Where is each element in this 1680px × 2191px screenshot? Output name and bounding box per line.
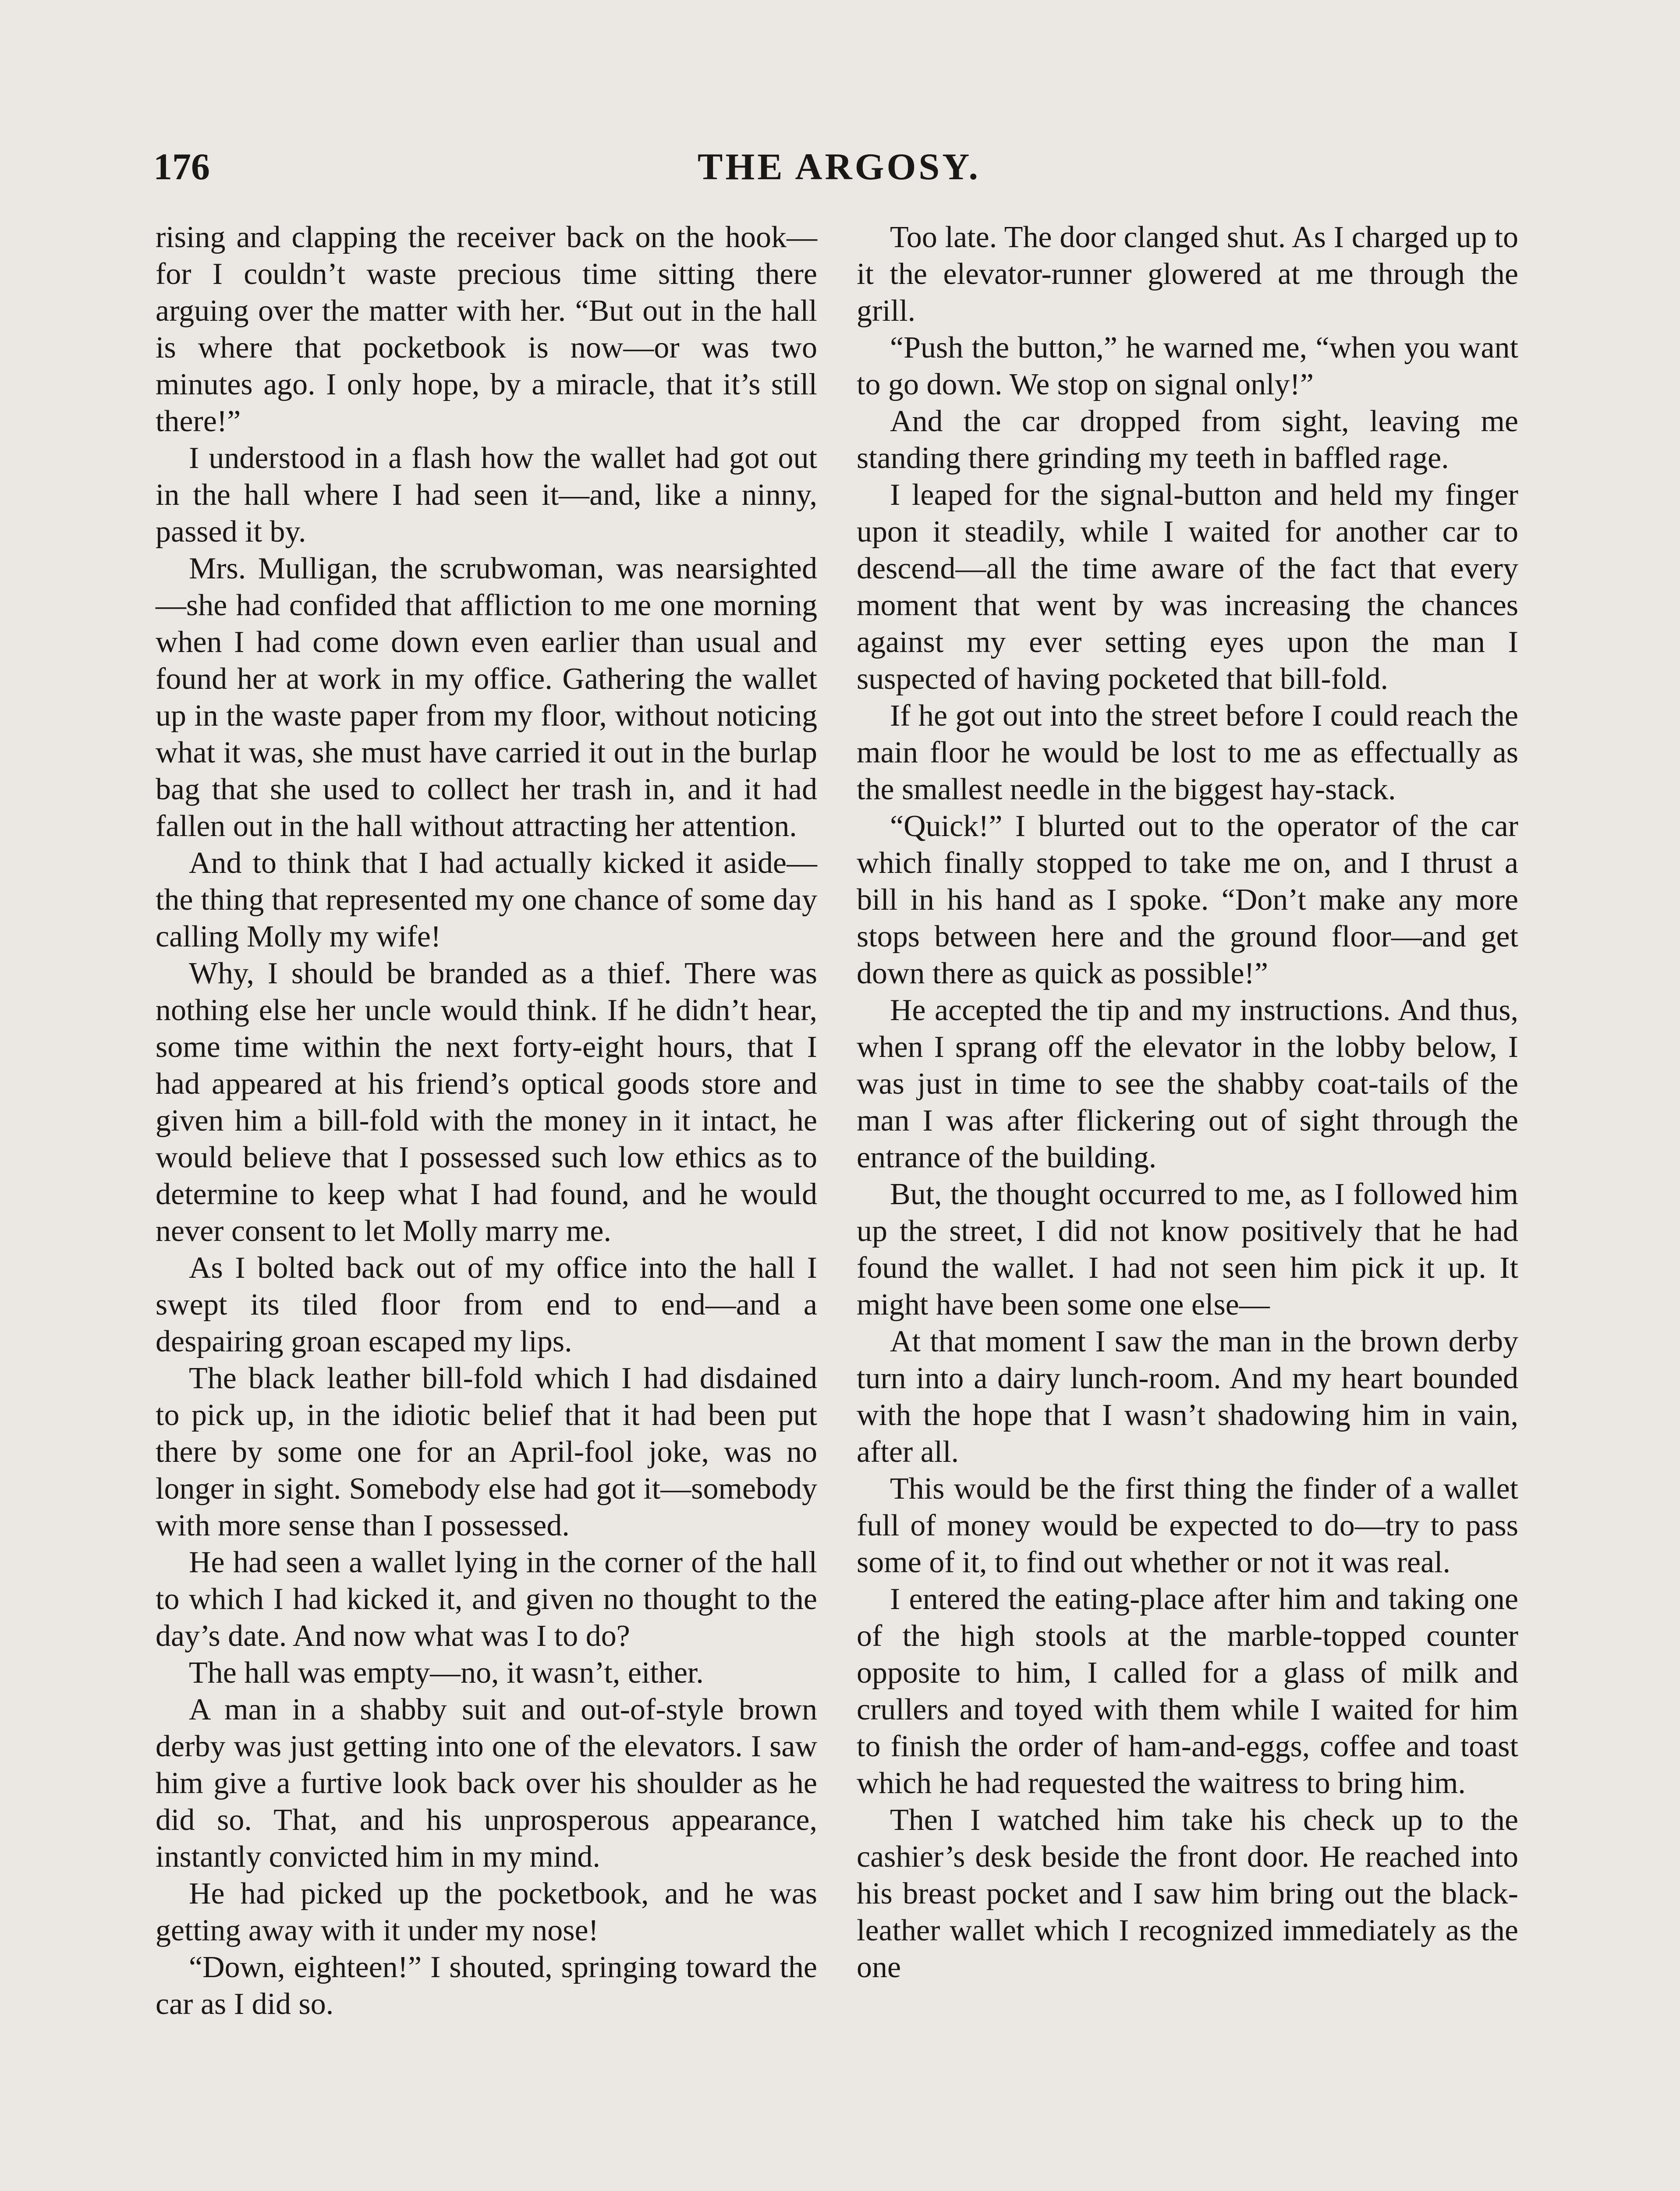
paragraph: He accepted the tip and my instructions. And thus, when I sprang off the elevator in the lobby below, I was just in time to see the shabby coat-tails of the man I was after flickering out of sight through the entrance of the building.: [857, 993, 1518, 1174]
paragraph: The black leather bill-fold which I had disdained to pick up, in the idiotic belief that it had been put there by some one for an April-fool joke, was no longer in sight. Somebody else had got it—somebody with more sense than I possessed.: [156, 1361, 817, 1542]
paragraph: I entered the eating-place after him and taking one of the high stools at the marble-topped counter opposite to him, I called for a glass of milk and crullers and toyed with them while I waited for him to finish the order of ham-and-eggs, coffee and toast which he had requested the waitress to bring him.: [857, 1582, 1518, 1800]
paragraph: “Push the button,” he warned me, “when you want to go down. We stop on signal only!”: [857, 331, 1518, 401]
paragraph: This would be the first thing the finder of a wallet full of money would be expected to do—try to pass some of it, to find out whether or not it was real.: [857, 1472, 1518, 1579]
paragraph: And the car dropped from sight, leaving me standing there grinding my teeth in baffled rage.: [857, 404, 1518, 475]
running-head-title: THE ARGOSY.: [698, 145, 981, 188]
paragraph: At that moment I saw the man in the brown derby turn into a dairy lunch-room. And my heart bounded with the hope that I wasn’t shadowing him in vain, after all.: [857, 1325, 1518, 1469]
page-header: [153, 145, 1525, 197]
paragraph: I understood in a flash how the wallet had got out in the hall where I had seen it—and, like a ninny, passed it by.: [156, 441, 817, 549]
paragraph: “Quick!” I blurted out to the operator of the car which finally stopped to take me on, and I thrust a bill in his hand as I spoke. “Don’t make any more stops between here and the ground floor—and get down there as quick as possible!”: [857, 809, 1518, 990]
paragraph: If he got out into the street before I could reach the main floor he would be lost to me as effectually as the smallest needle in the biggest hay-stack.: [857, 699, 1518, 806]
paragraph: “Down, eighteen!” I shouted, springing toward the car as I did so.: [156, 1950, 817, 2021]
paragraph: Mrs. Mulligan, the scrubwoman, was nearsighted—she had confided that affliction to me one morning when I had come down even earlier than usual and found her at work in my office. Gathering the wallet up in the waste paper from my floor, without noticing what it was, she must have carried it out in the burlap bag that she used to collect her trash in, and it had fallen out in the hall without attracting her attention.: [156, 552, 817, 843]
paragraph: Too late. The door clanged shut. As I charged up to it the elevator-runner glowered at me through the grill.: [857, 220, 1518, 328]
paragraph: I leaped for the signal-button and held my finger upon it steadily, while I waited for another car to descend—all the time aware of the fact that every moment that went by was increasing the chances against my ever setting eyes upon the man I suspected of having pocketed that bill-fold.: [857, 478, 1518, 696]
paragraph: He had seen a wallet lying in the corner of the hall to which I had kicked it, and given no thought to the day’s date. And now what was I to do?: [156, 1546, 817, 1653]
paragraph: Why, I should be branded as a thief. There was nothing else her uncle would think. If he didn’t hear, some time within the next forty-eight hours, that I had appeared at his friend’s optical goods store and given him a bill-fold with the money in it intact, he would believe that I possessed such low ethics as to determine to keep what I had found, and he would never consent to let Molly marry me.: [156, 957, 817, 1248]
paragraph: As I bolted back out of my office into the hall I swept its tiled floor from end to end—and a despairing groan escaped my lips.: [156, 1251, 817, 1358]
page-number: 176: [153, 145, 210, 188]
paragraph: Then I watched him take his check up to the cashier’s desk beside the front door. He reached into his breast pocket and I saw him bring out the black-leather wallet which I recognized immediately as the one: [857, 1803, 1518, 1984]
right-column: [857, 219, 1518, 1986]
paragraph: He had picked up the pocketbook, and he was getting away with it under my nose!: [156, 1877, 817, 1947]
paragraph: And to think that I had actually kicked it aside—the thing that represented my one chance of some day calling Molly my wife!: [156, 846, 817, 954]
left-column: [156, 219, 817, 2023]
paragraph: rising and clapping the receiver back on the hook—for I couldn’t waste precious time sitting there arguing over the matter with her. “But out in the hall is where that pocketbook is now—or was two minutes ago. I only hope, by a miracle, that it’s still there!”: [156, 220, 817, 438]
paragraph: The hall was empty—no, it wasn’t, either.: [189, 1656, 704, 1690]
paragraph: A man in a shabby suit and out-of-style brown derby was just getting into one of the elevators. I saw him give a furtive look back over his shoulder as he did so. That, and his unprosperous appearance, instantly convicted him in my mind.: [156, 1693, 817, 1874]
paragraph: But, the thought occurred to me, as I followed him up the street, I did not know positively that he had found the wallet. I had not seen him pick it up. It might have been some one else—: [857, 1177, 1518, 1322]
